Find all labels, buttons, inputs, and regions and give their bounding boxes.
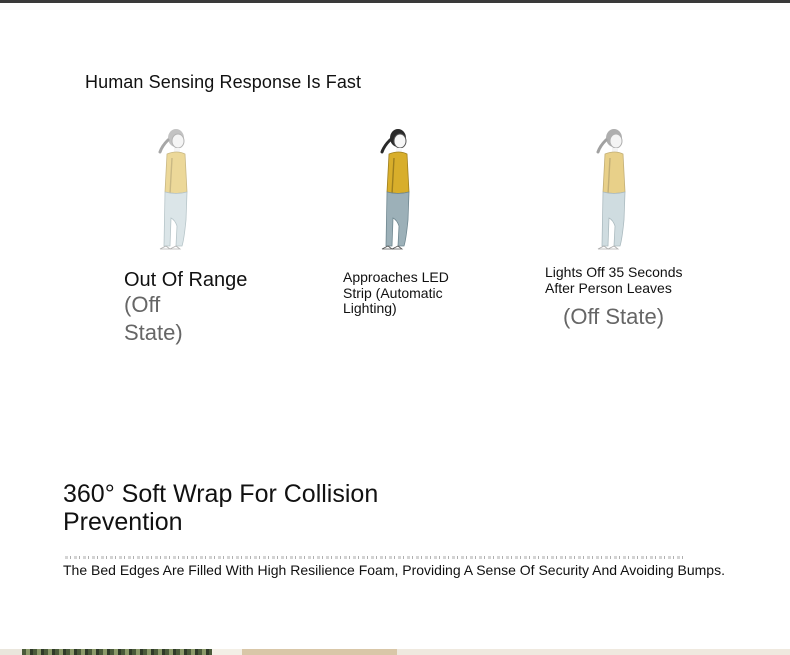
state-out-of-range (124, 269, 264, 347)
feature-description: The Bed Edges Are Filled With High Resilience Foam, Providing A Sense Of Security And Avoiding Bumps. (63, 562, 725, 578)
person-approaching-icon (372, 128, 432, 254)
feature-title: 360° Soft Wrap For Collision Prevention (63, 480, 379, 536)
state-sub-label: (Off State) (124, 292, 183, 345)
top-divider (0, 0, 790, 3)
person-leaving-icon (588, 128, 648, 254)
state-lights-off (545, 265, 705, 330)
state-label: Out Of Range (124, 269, 248, 291)
state-label: Approaches LED Strip (Automatic Lighting) (343, 269, 449, 316)
state-sub-label: (Off State) (563, 304, 665, 329)
section-title: Human Sensing Response Is Fast (85, 72, 362, 92)
scan-artifact (65, 556, 685, 559)
state-label: Lights Off 35 Seconds After Person Leaves (545, 264, 683, 296)
next-image-strip (0, 649, 790, 655)
state-approaches (343, 270, 463, 317)
person-out-of-range-icon (150, 128, 210, 254)
